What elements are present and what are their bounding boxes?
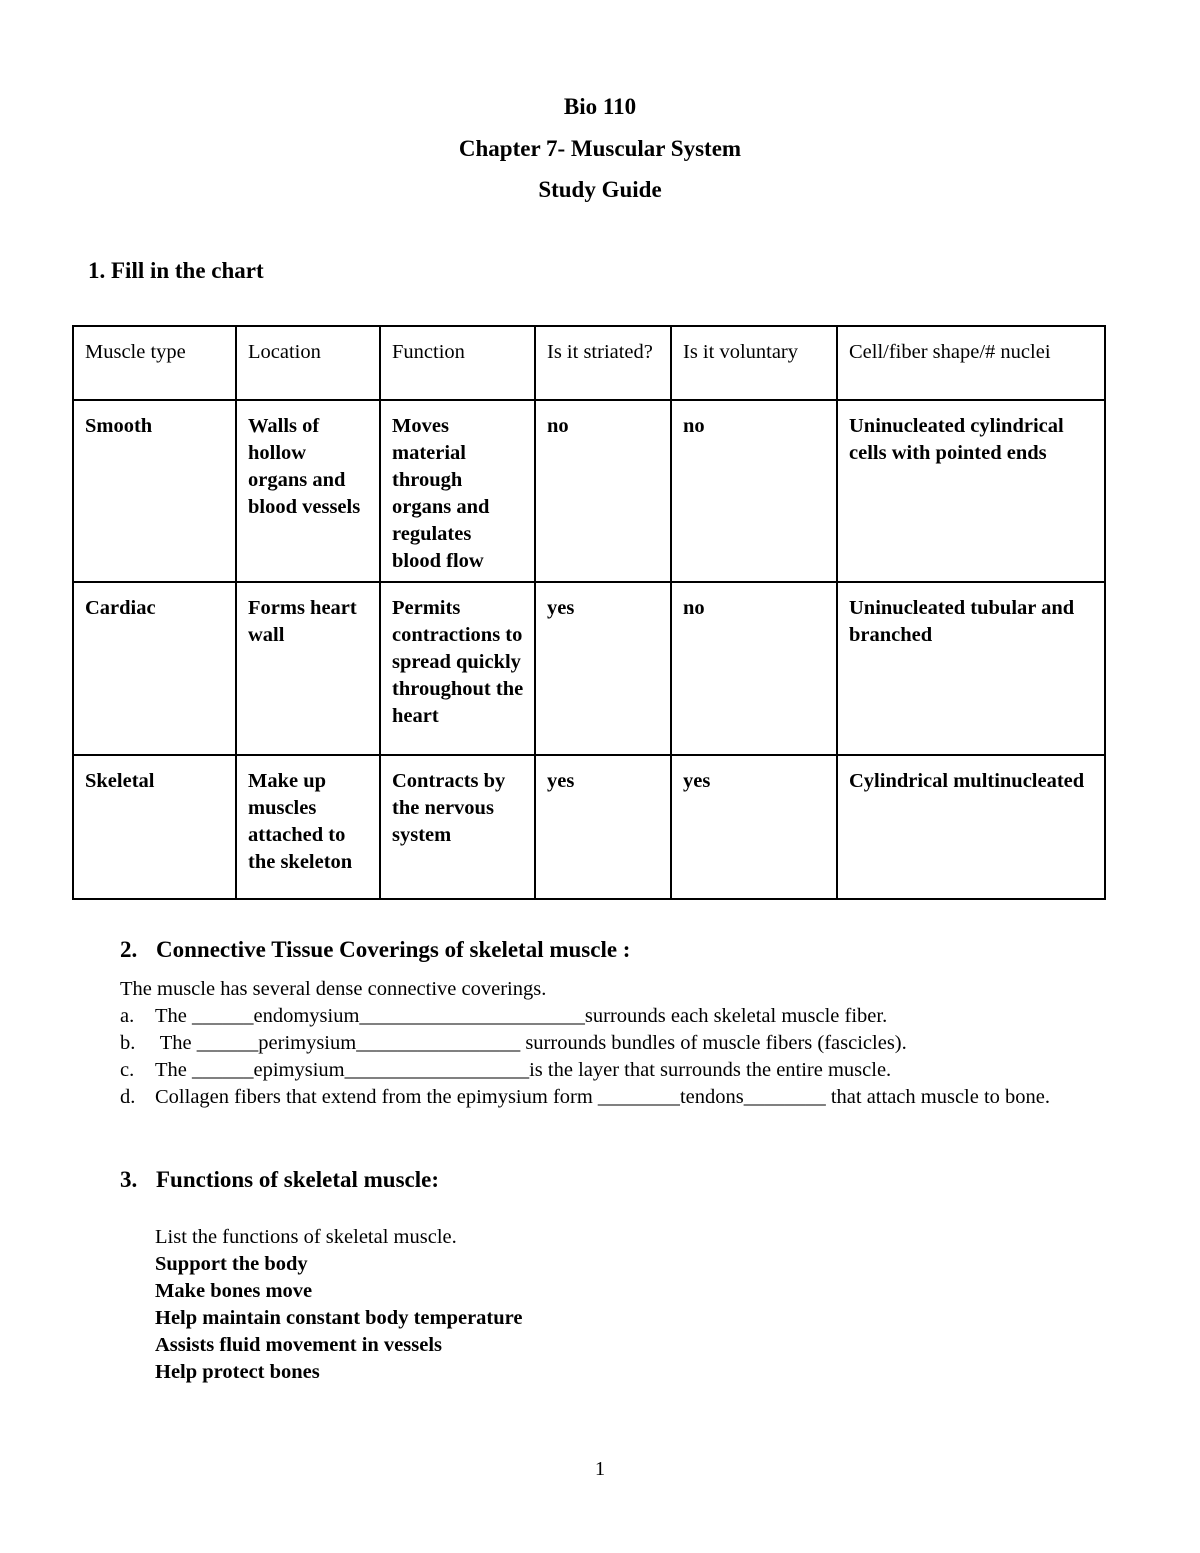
column-header: Is it voluntary: [671, 326, 837, 400]
item-answer: epimysium: [253, 1059, 345, 1081]
section-number: 2.: [120, 937, 138, 962]
table-cell: Uninucleated tubular and branched: [837, 582, 1105, 755]
table-cell: Smooth: [73, 400, 236, 582]
item-label: c.: [120, 1059, 135, 1081]
table-cell: Make up muscles attached to the skeleton: [236, 755, 380, 899]
table-row: [73, 755, 1105, 899]
muscle-type-chart: [72, 325, 1106, 900]
list-item: [120, 1030, 1116, 1057]
list-item: [120, 1084, 1116, 1111]
item-text-after: __________________is the layer that surrounds the entire muscle.: [344, 1059, 892, 1081]
section-title: Functions of skeletal muscle:: [156, 1167, 440, 1192]
item-label: b.: [120, 1032, 136, 1054]
table-cell: no: [671, 400, 837, 582]
table-cell: Cylindrical multinucleated: [837, 755, 1105, 899]
chapter-title: Chapter 7- Muscular System: [458, 136, 742, 161]
item-text-before: The ______: [155, 1032, 259, 1054]
item-text-after: ________________ surrounds bundles of muscle fibers (fascicles).: [356, 1032, 907, 1054]
list-item: Help protect bones: [155, 1361, 320, 1383]
table-cell: yes: [671, 755, 837, 899]
table-cell: Permits contractions to spread quickly throughout the heart: [380, 582, 535, 755]
table-cell: Skeletal: [73, 755, 236, 899]
item-label: a.: [120, 1005, 135, 1027]
item-answer: tendons: [679, 1086, 744, 1108]
section-title: Connective Tissue Coverings of skeletal muscle :: [156, 937, 631, 962]
page-number: 1: [594, 1458, 606, 1480]
table-row: [73, 400, 1105, 582]
column-header: Location: [236, 326, 380, 400]
list-item: Make bones move: [155, 1280, 313, 1302]
table-cell: Walls of hollow organs and blood vessels: [236, 400, 380, 582]
item-text-after: ______________________surrounds each skeletal muscle fiber.: [359, 1005, 888, 1027]
item-label: d.: [120, 1086, 136, 1108]
item-text-before: The ______: [155, 1005, 254, 1027]
item-text-before: The ______: [155, 1059, 254, 1081]
section-number: 3.: [120, 1167, 138, 1192]
list-item: Assists fluid movement in vessels: [155, 1334, 443, 1356]
table-cell: Cardiac: [73, 582, 236, 755]
column-header: Function: [380, 326, 535, 400]
table-cell: Uninucleated cylindrical cells with pointed ends: [837, 400, 1105, 582]
item-answer: perimysium: [258, 1032, 357, 1054]
section2-intro: The muscle has several dense connective coverings.: [120, 978, 547, 1000]
table-row: [73, 582, 1105, 755]
section1-heading: 1. Fill in the chart: [88, 258, 264, 283]
table-cell: Contracts by the nervous system: [380, 755, 535, 899]
item-answer: endomysium: [253, 1005, 360, 1027]
section2-heading: [120, 937, 630, 963]
chart-header-row: [73, 326, 1105, 400]
table-cell: yes: [535, 755, 671, 899]
column-header: Cell/fiber shape/# nuclei: [837, 326, 1105, 400]
column-header: Muscle type: [73, 326, 236, 400]
table-cell: no: [535, 400, 671, 582]
list-item: [120, 1057, 1116, 1084]
table-cell: Forms heart wall: [236, 582, 380, 755]
document-subtitle: Study Guide: [538, 177, 662, 202]
list-item: Support the body: [155, 1253, 308, 1275]
column-header: Is it striated?: [535, 326, 671, 400]
list-item: Help maintain constant body temperature: [155, 1307, 523, 1329]
section3-heading: [120, 1167, 439, 1193]
functions-list: [155, 1224, 522, 1386]
table-cell: yes: [535, 582, 671, 755]
course-title: Bio 110: [563, 94, 637, 119]
list-item: [120, 1003, 1116, 1030]
table-cell: Moves material through organs and regulates blood flow: [380, 400, 535, 582]
table-cell: no: [671, 582, 837, 755]
item-text-before: Collagen fibers that extend from the epimysium form ________: [155, 1086, 680, 1108]
item-text-after: ________ that attach muscle to bone.: [743, 1086, 1051, 1108]
section3-prompt: List the functions of skeletal muscle.: [155, 1226, 457, 1248]
